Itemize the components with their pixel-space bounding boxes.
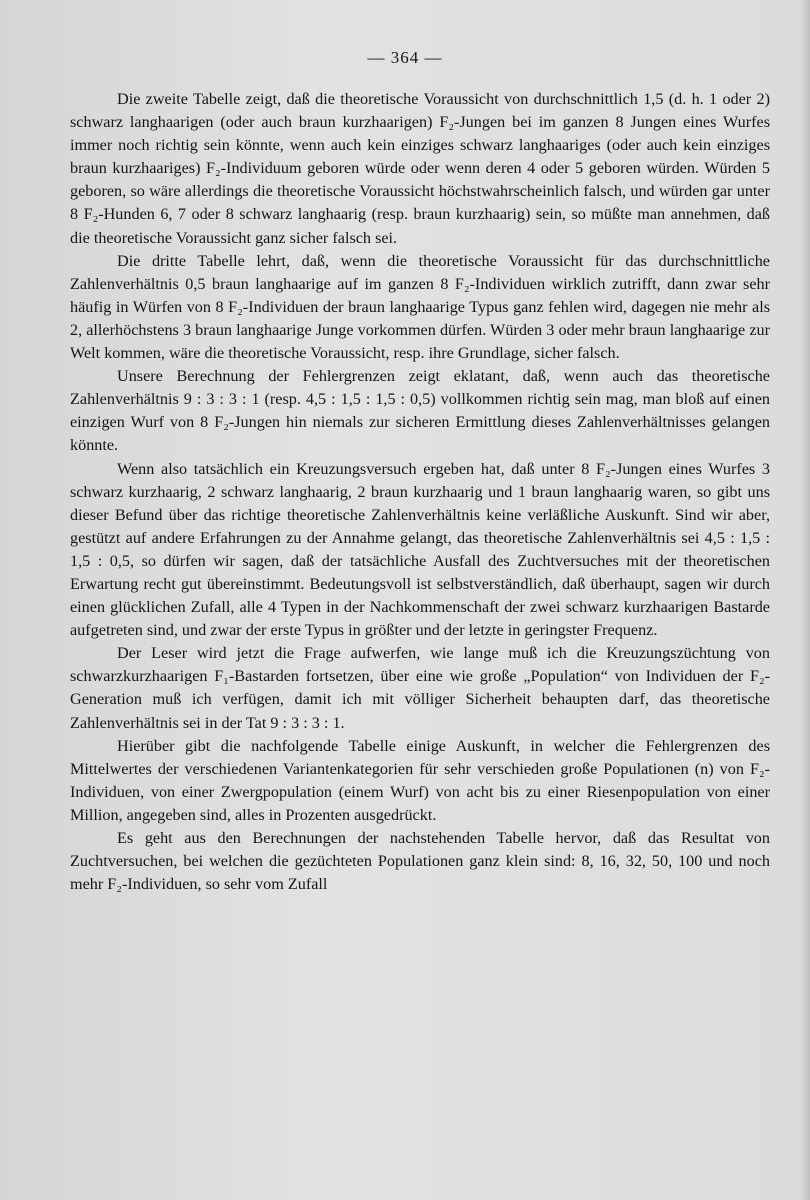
body-text <box>70 88 770 896</box>
paragraph-2: Die dritte Tabelle lehrt, daß, wenn die theoretische Voraussicht für das durchschnittliche Zahlenverhältnis 0,5 braun langhaarige auf im ganzen 8 F₂-Individuen wirklich zutrifft, dann zwar sehr häufig in Würfen von 8 F₂-Individuen der braun langhaarige Typus ganz fehlen wird, dagegen nie mehr als 2, allerhöchstens 3 braun langhaarige Junge vorkommen dürfen. Würden 3 oder mehr braun langhaarige zur Welt kommen, wäre die theoretische Voraussicht, resp. ihre Grundlage, sicher falsch. <box>70 251 770 363</box>
paragraph-3: Unsere Berechnung der Fehlergrenzen zeigt eklatant, daß, wenn auch das theoretische Zahlenverhältnis 9 : 3 : 3 : 1 (resp. 4,5 : 1,5 : 1,5 : 0,5) vollkommen richtig sein mag, man bloß auf einen einzigen Wurf von 8 F₂-Jungen hin niemals zur sicheren Ermittlung dieses Zahlenverhältnisses gelangen könnte. <box>70 367 770 455</box>
page-edge-shadow <box>800 0 810 1200</box>
page-number: — 364 — <box>367 48 443 67</box>
paragraph-7: Es geht aus den Berechnungen der nachstehenden Tabelle hervor, daß das Resultat von Zuchtversuchen, bei welchen die gezüchteten Populationen ganz klein sind: 8, 16, 32, 50, 100 und noch mehr F₂-Individuen, so sehr vom Zufall <box>70 829 770 894</box>
paragraph-5: Der Leser wird jetzt die Frage aufwerfen, wie lange muß ich die Kreuzungszüchtung von schwarzkurzhaarigen F₁-Bastarden fortsetzen, über eine wie große „Population“ von Individuen der F₂-Generation muß ich verfügen, damit ich mit völliger Sicherheit behaupten darf, das theoretische Zahlenverhältnis sei in der Tat 9 : 3 : 3 : 1. <box>70 644 770 732</box>
paragraph-4: Wenn also tatsächlich ein Kreuzungsversuch ergeben hat, daß unter 8 F₂-Jungen eines Wurfes 3 schwarz kurzhaarig, 2 schwarz langhaarig, 2 braun kurzhaarig und 1 braun langhaarig waren, so gibt uns dieser Befund über das richtige theoretische Zahlenverhältnis keine verläßliche Auskunft. Sind wir aber, gestützt auf andere Erfahrungen zu der Annahme gelangt, das theoretische Zahlenverhältnis sei 4,5 : 1,5 : 1,5 : 0,5, so dürfen wir sagen, daß der tatsächliche Ausfall des Zuchtversuches mit der theoretischen Erwartung recht gut übereinstimmt. Bedeutungsvoll ist selbstverständlich, daß überhaupt, sagen wir durch einen glücklichen Zufall, alle 4 Typen in der Nachkommenschaft der zwei schwarz kurzhaarigen Bastarde aufgetreten sind, und zwar der erste Typus in größter und der letzte in geringster Frequenz. <box>70 459 770 640</box>
paragraph-6: Hierüber gibt die nachfolgende Tabelle einige Auskunft, in welcher die Fehlergrenzen des Mittelwertes der verschiedenen Variantenkategorien für sehr verschieden große Populationen (n) von F₂-Individuen, von einer Zwergpopulation (einem Wurf) von acht bis zu einer Riesenpopulation von einer Million, angegeben sind, alles in Prozenten ausgedrückt. <box>70 736 770 824</box>
paragraph-1: Die zweite Tabelle zeigt, daß die theoretische Voraussicht von durchschnittlich 1,5 (d. h. 1 oder 2) schwarz langhaarigen (oder auch braun kurzhaarigen) F₂-Jungen bei im ganzen 8 Jungen eines Wurfes immer noch richtig sein könnte, wenn auch kein einziges schwarz langhaariges (oder auch kein einziges braun kurzhaariges) F₂-Individuum geboren würde oder wenn deren 4 oder 5 geboren würden. Würden 5 geboren, so wäre allerdings die theoretische Voraussicht höchstwahrscheinlich falsch, und würden gar unter 8 F₂-Hunden 6, 7 oder 8 schwarz langhaarig (resp. braun kurzhaarig) sein, so müßte man annehmen, daß die theoretische Voraussicht ganz sicher falsch sei. <box>70 90 770 247</box>
